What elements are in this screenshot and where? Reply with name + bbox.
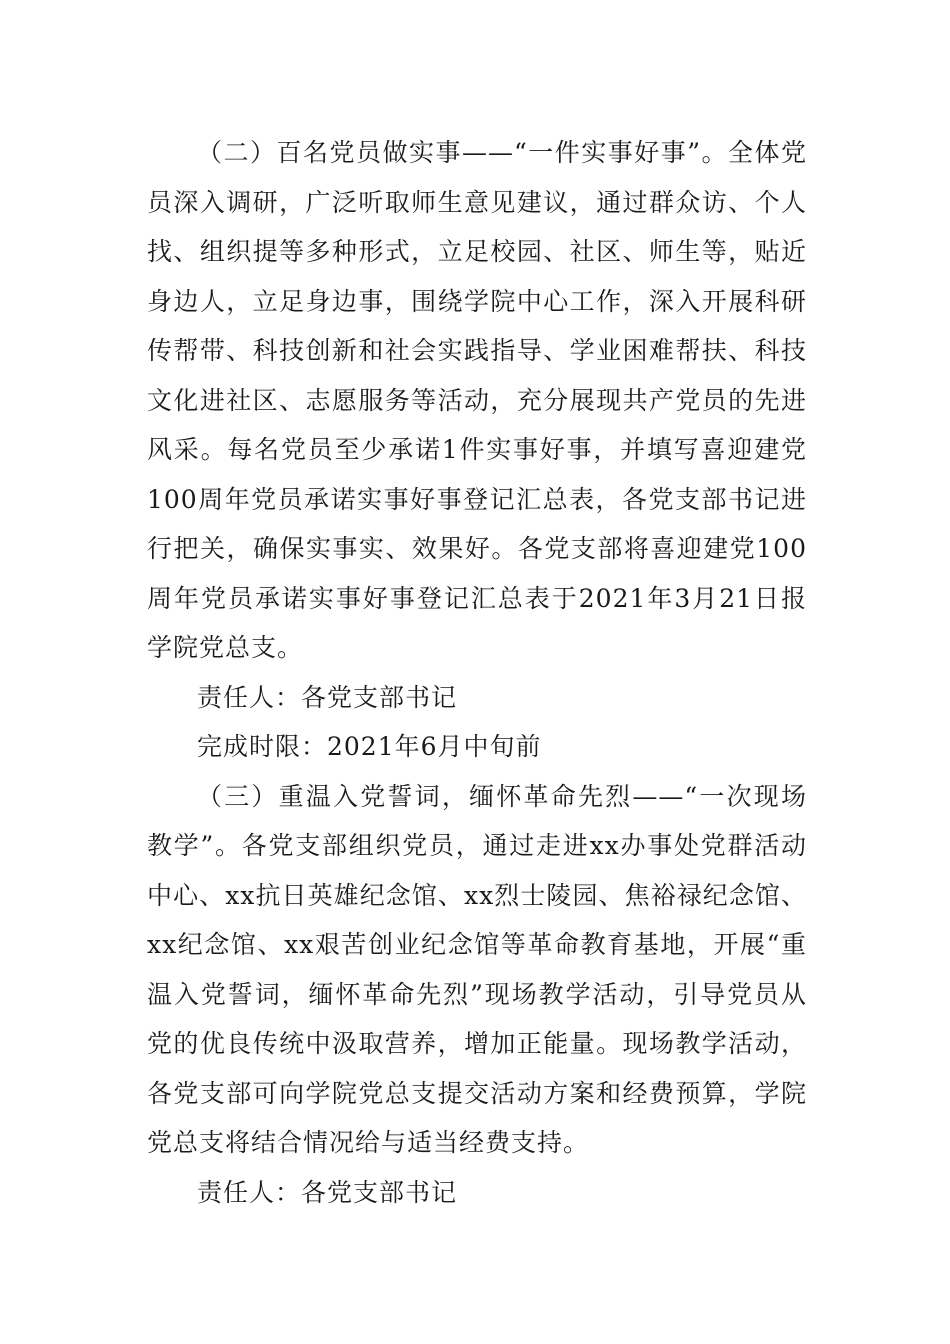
section-2-responsible: 责任人：各党支部书记 — [197, 682, 458, 712]
section-2-deadline: 完成时限：2021年6月中旬前 — [197, 732, 542, 761]
section-2-paragraph: （二）百名党员做实事——“一件实事好事”。全体党员深入调研，广泛听取师生意见建议，通过群众访、个人找、组织提等多种形式，立足校园、社区、师生等，贴近身边人，立足身边事，围绕学院中心工作，深入开展科研传帮带、科技创新和社会实践指导、学业困难帮扶、科技文化进社区、志愿服务等活动，充分展现共产党员的先进风采。每名党员至少承诺1件实事好事，并填写喜迎建党100周年党员承诺实事好事登记汇总表，各党支部书记进行把关，确保实事实、效果好。各党支部将喜迎建党100周年党员承诺实事好事登记汇总表于2021年3月21日报学院党总支。 — [147, 138, 807, 662]
section-3-paragraph: （三）重温入党誓词，缅怀革命先烈——“一次现场教学”。各党支部组织党员，通过走进xx办事处党群活动中心、xx抗日英雄纪念馆、xx烈士陵园、焦裕禄纪念馆、xx纪念馆、xx艰苦创业纪念馆等革命教育基地，开展“重温入党誓词，缅怀革命先烈”现场教学活动，引导党员从党的优良传统中汲取营养，增加正能量。现场教学活动，各党支部可向学院党总支提交活动方案和经费预算，学院党总支将结合情况给与适当经费支持。 — [147, 781, 807, 1157]
section-3-responsible: 责任人：各党支部书记 — [197, 1177, 458, 1207]
document-body — [147, 128, 807, 1217]
